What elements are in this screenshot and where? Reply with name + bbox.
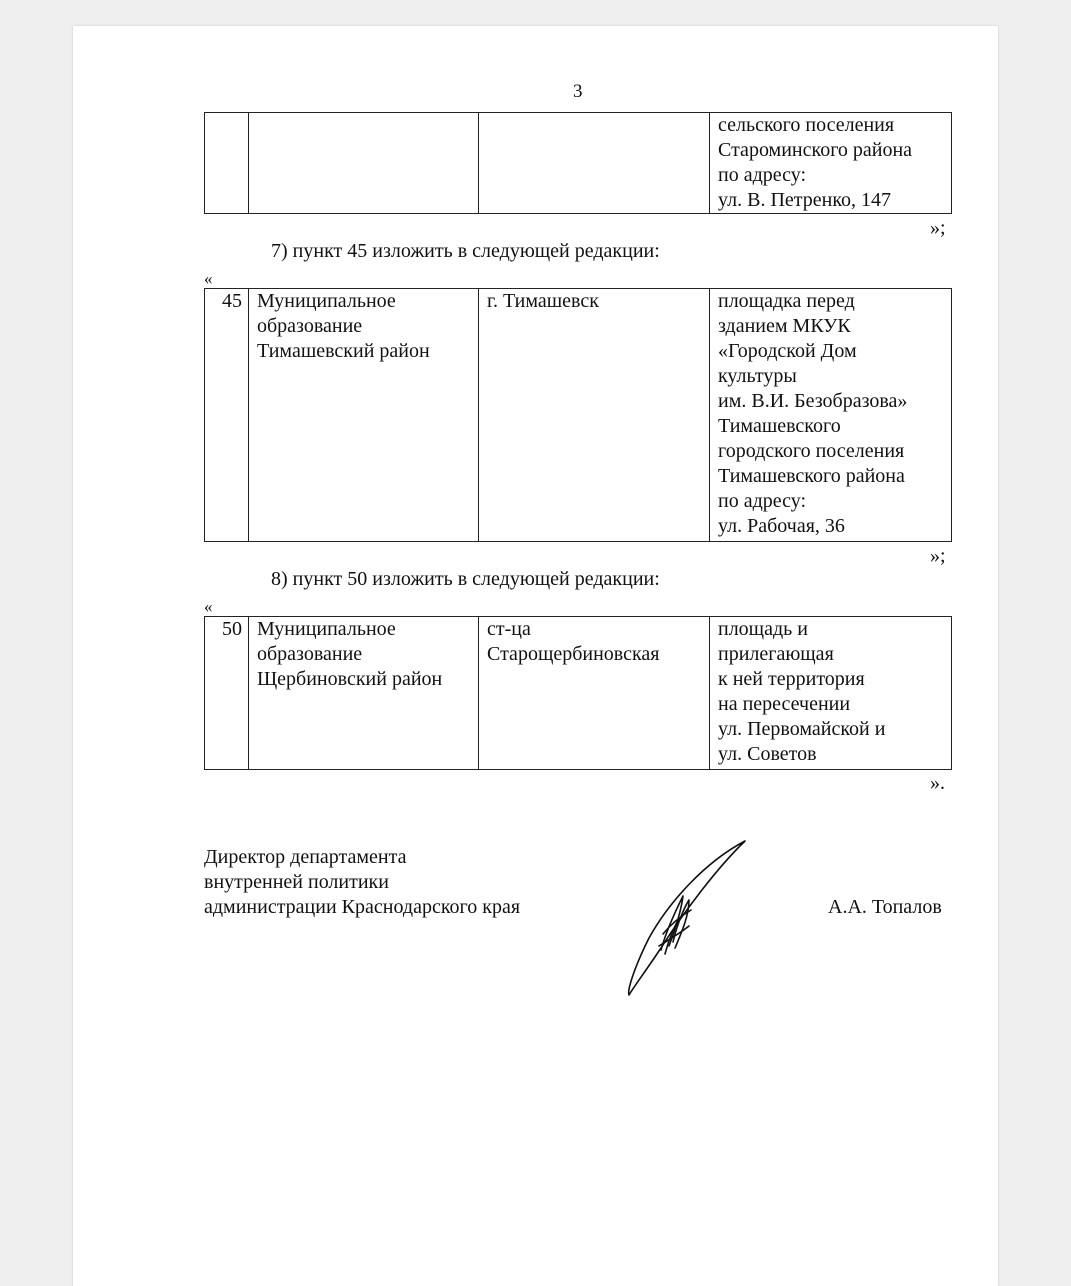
opening-quote: «: [204, 269, 213, 288]
table-row: [205, 289, 952, 542]
entity-cell: [249, 113, 479, 214]
location-cell: сельского поселения Староминского района по адресу: ул. В. Петренко, 147: [710, 113, 952, 214]
closing-quote: ».: [930, 772, 945, 794]
item-45-table: [204, 288, 952, 542]
handwritten-signature: [621, 838, 751, 998]
signer-name: А.А. Топалов: [828, 896, 942, 918]
locality-cell: [479, 113, 710, 214]
table-row: [205, 617, 952, 770]
locality-cell: г. Тимашевск: [479, 289, 710, 542]
document-page: [73, 26, 998, 1286]
item-7-instruction: 7) пункт 45 изложить в следующей редакции:: [271, 240, 660, 262]
closing-quote: »;: [930, 217, 946, 239]
location-cell: площадь и прилегающая к ней территория на пересечении ул. Первомайской и ул. Советов: [710, 617, 952, 770]
locality-cell: ст-ца Старощербиновская: [479, 617, 710, 770]
location-cell: площадка перед зданием МКУК «Городской Дом культуры им. В.И. Безобразова» Тимашевского городского поселения Тимашевского района по адресу: ул. Рабочая, 36: [710, 289, 952, 542]
signer-position-line-1: Директор департамента: [204, 846, 407, 868]
table-row: [205, 113, 952, 214]
item-50-table: [204, 616, 952, 770]
row-number-cell: 50: [205, 617, 249, 770]
opening-quote: «: [204, 597, 213, 616]
row-number-cell: 45: [205, 289, 249, 542]
signer-position-line-3: администрации Краснодарского края: [204, 896, 521, 918]
closing-quote: »;: [930, 545, 946, 567]
entity-cell: Муниципальное образование Щербиновский район: [249, 617, 479, 770]
item-8-instruction: 8) пункт 50 изложить в следующей редакции:: [271, 568, 660, 590]
entity-cell: Муниципальное образование Тимашевский район: [249, 289, 479, 542]
page-number: 3: [573, 81, 583, 102]
row-number-cell: [205, 113, 249, 214]
continuation-table: [204, 112, 952, 214]
signer-position-line-2: внутренней политики: [204, 871, 389, 893]
